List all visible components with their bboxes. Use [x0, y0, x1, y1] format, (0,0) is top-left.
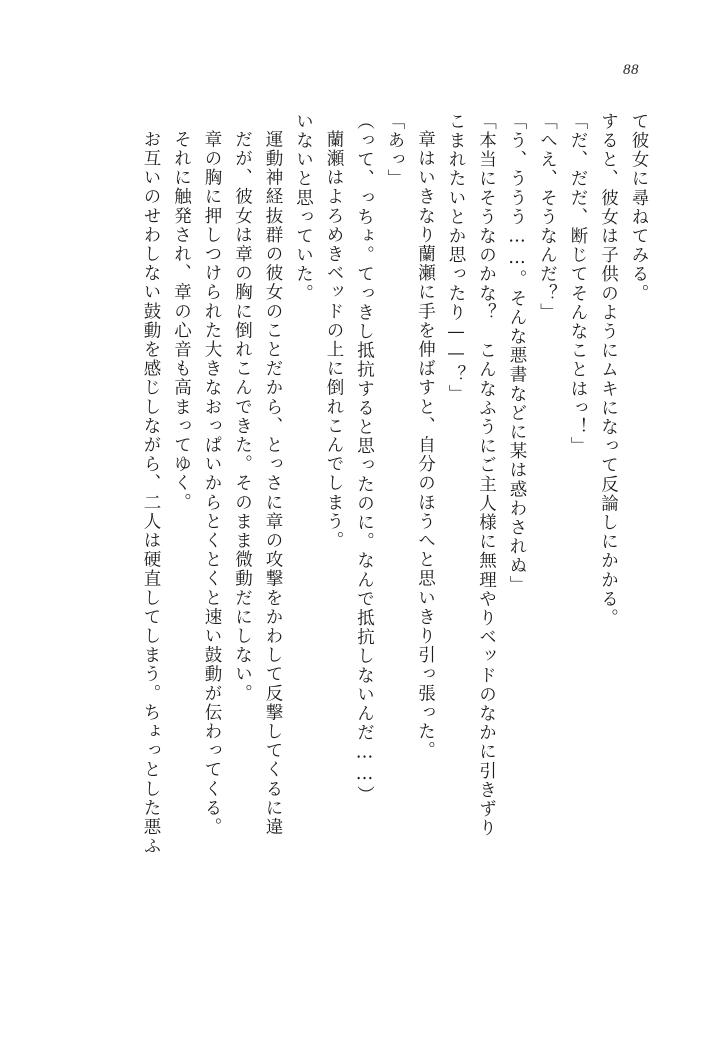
text-line: 「本当にそうなのかな？ こんなふうにご主人様に無理やりベッドのなかに引きずり: [476, 112, 497, 838]
text-line: 蘭瀬はよろめきベッドの上に倒れこんでしまう。: [324, 130, 344, 551]
text-line: 章はいきなり蘭瀬に手を伸ばすと、自分のほうへと思いきり引っ張った。: [415, 130, 436, 761]
text-line: 運動神経抜群の彼女のことだから、とっさに章の攻撃をかわして反撃してくるに違: [263, 130, 283, 837]
text-line: （って、っちょ。てっきし抵抗すると思ったのに。なんで抵抗しないんだ……）: [354, 112, 375, 805]
text-line: 「へえ、そうなんだ？」: [537, 112, 558, 323]
text-line: だが、彼女は章の胸に倒れこんできた。そのまま微動だにしない。: [232, 130, 253, 703]
text-line: すると、彼女は子供のようにムキになって反論しにかかる。: [598, 112, 619, 628]
text-line: それに触発され、章の心音も高まってゆく。: [171, 130, 192, 512]
text-line: 「あっ」: [385, 112, 405, 189]
text-line: 「だ、だだ、断じてそんなことはっ！」: [568, 112, 588, 456]
page-number: 88: [623, 62, 639, 78]
text-line: いないと思っていた。: [293, 112, 314, 303]
body-text-block: [78, 112, 647, 972]
text-line: 「う、ううう……。そんな悪書などに某は惑わされぬ」: [507, 112, 527, 595]
text-line: 章の胸に押しつけられた大きなおっぱいからとくとくと速い鼓動が伝わってくる。: [202, 130, 222, 837]
text-line: て彼女に尋ねてみる。: [629, 112, 649, 303]
text-line: お互いのせわしない鼓動を感じしながら、二人は硬直してしまう。ちょっとした悪ふ: [141, 130, 161, 856]
text-line: こまれたいとか思ったり——？」: [446, 112, 466, 404]
